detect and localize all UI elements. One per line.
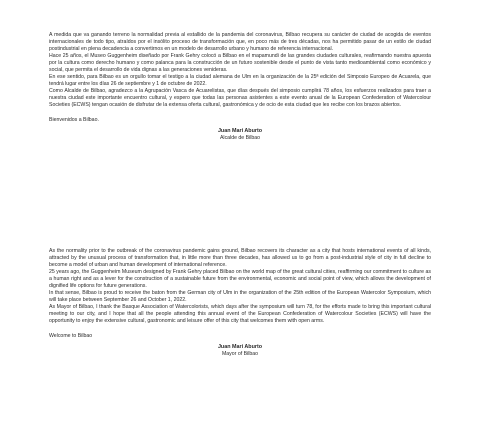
spanish-letter	[49, 32, 431, 142]
spanish-paragraph-1: A medida que va ganando terreno la normalidad previa al estallido de la pandemia del coronavirus, Bilbao recupera su carácter de ciudad de acogida de eventos internacionales de todo tipo, atraídos por el insólito proceso de transformación que, en poco más de tres décadas, nos ha permitido pasar de un estilo de ciudad postindustrial en plena decadencia a convertirnos en un modelo de desarrollo urbano y humano de referencia internacional.	[49, 32, 431, 53]
spacer	[49, 326, 431, 333]
spacer	[49, 110, 431, 117]
english-paragraph-4: As Mayor of Bilbao, I thank the Basque Association of Watercolorists, which days after the symposium will turn 78, for the efforts made to bring this important cultural meeting to our city, and I hope that all the people attending this annual event of the European Confederation of Watercolour Societies (ECWS) will have the opportunity to enjoy the extensive cultural, gastronomic and leisure offer of this city that welcomes them with open arms.	[49, 304, 431, 325]
english-letter	[49, 248, 431, 358]
english-signature	[49, 344, 431, 358]
signature-title: Mayor of Bilbao	[221, 350, 259, 357]
english-paragraph-1: As the normality prior to the outbreak of the coronavirus pandemic gains ground, Bilbao recovers its character as a city that hosts international events of all kinds, attracted by the unusual process of transformation that, in little more than three decades, has allowed us to go from a post-industrial style of city in full decline to become a model of urban and human development of international reference.	[49, 248, 431, 269]
spanish-signature	[49, 128, 431, 142]
spanish-greeting: Bienvenidos a Bilbao.	[49, 116, 99, 123]
signature-name: Juan Mari Aburto	[217, 343, 263, 350]
english-paragraph-2: 25 years ago, the Guggenheim Museum designed by Frank Gehry placed Bilbao on the world map of the great cultural cities, reaffirming our commitment to culture as a human right and as a lever for the construction of a sustainable future from the environmental, economic and social point of view, which allows the development of dignified life options for future generations.	[49, 269, 431, 290]
spanish-paragraph-2: Hace 25 años, el Museo Guggenheim diseñado por Frank Gehry colocó a Bilbao en el mapamundi de las grandes ciudades culturales, reafirmando nuestra apuesta por la cultura como derecho humano y como palanca para la construcción de un futuro sostenible desde el punto de vista tanto medioambiental como económico y social, que permita el desarrollo de vida dignas a las generaciones venideras.	[49, 53, 431, 74]
signature-title: Alcalde de Bilbao	[219, 134, 261, 141]
english-paragraph-3: In that sense, Bilbao is proud to receive the baton from the German city of Ulm in the organization of the 25th edition of the European Watercolor Symposium, which will take place between September 26 and October 1, 2022.	[49, 290, 431, 304]
signature-name: Juan Mari Aburto	[217, 127, 263, 134]
english-greeting: Welcome to Bilbao	[49, 332, 93, 339]
spanish-paragraph-4: Como Alcalde de Bilbao, agradezco a la Agrupación Vasca de Acuarelistas, que días después del simposio cumplirá 78 años, los esfuerzos realizados para traer a nuestra ciudad este importante encuentro cultural, y espero que todas las personas asistentes a este evento anual de la European Confederation of Watercolour Societies (ECWS) tengan ocasión de disfrutar de la extensa oferta cultural, gastronómica y de ocio de esta ciudad que les recibe con los brazos abiertos.	[49, 88, 431, 109]
spanish-paragraph-3: En ese sentido, para Bilbao es un orgullo tomar el testigo a la ciudad alemana de Ulm en la organización de la 25ª edición del Simposio Europeo de Acuarela, que tendrá lugar entre los días 26 de septiembre y 1 de octubre de 2022.	[49, 74, 431, 88]
